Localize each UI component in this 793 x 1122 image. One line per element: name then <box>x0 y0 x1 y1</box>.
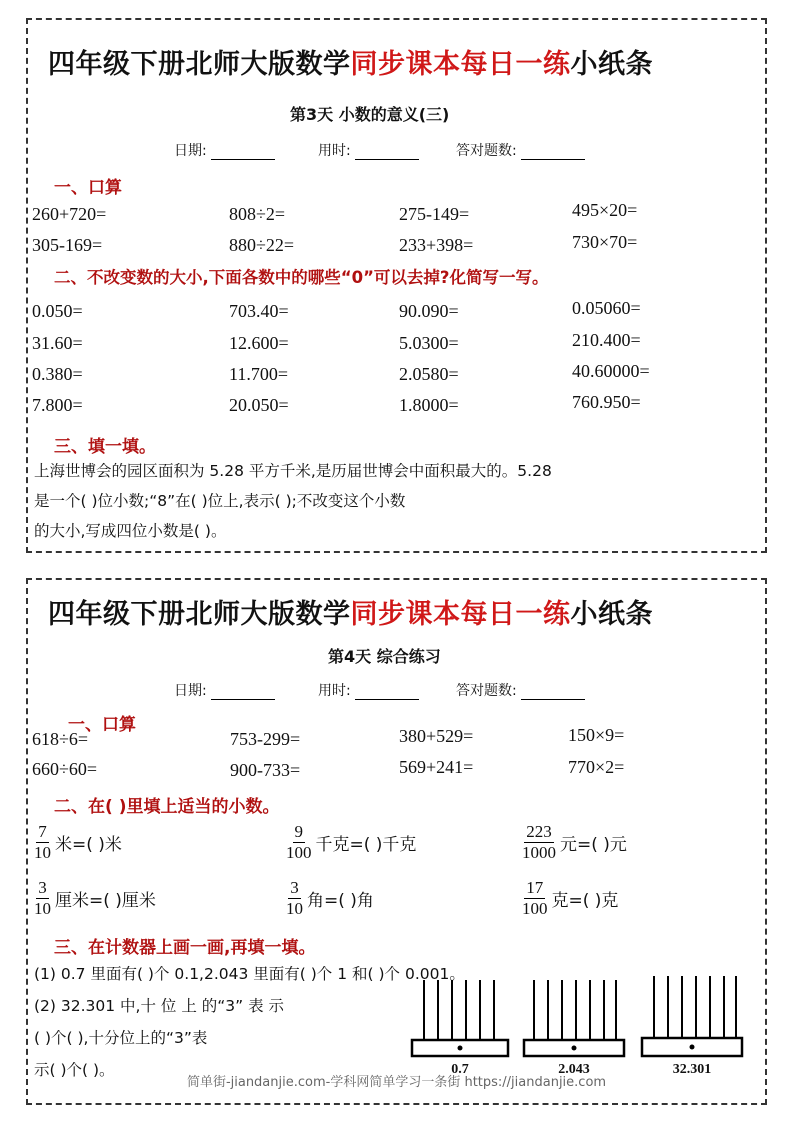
abacus-counter[interactable] <box>410 980 510 1077</box>
problem: 880÷22= <box>229 235 295 255</box>
section-3-label: 三、在计数器上画一画,再填一填。 <box>54 938 316 958</box>
fraction-item <box>34 822 122 863</box>
denominator: 100 <box>286 843 312 862</box>
denominator: 10 <box>34 843 51 862</box>
abacus-counter[interactable] <box>640 976 744 1077</box>
practice-sheet-day4 <box>26 578 767 1105</box>
section-3-label: 三、填一填。 <box>54 437 156 457</box>
fill-text-line: 上海世博会的园区面积为 5.28 平方千米,是历届世博会中面积最大的。5.28 <box>34 462 552 480</box>
section-1-label: 一、口算 <box>54 178 122 198</box>
abacus-label: 2.043 <box>558 1062 590 1077</box>
problem: 380+529= <box>399 726 474 746</box>
abacus-drawing <box>410 980 510 1060</box>
question-2-line: 示( )个( )。 <box>34 1061 115 1079</box>
fraction-item <box>522 822 627 863</box>
problem: 0.050= <box>32 301 83 321</box>
fraction-text: 米=( )米 <box>55 835 122 855</box>
abacus-counter[interactable] <box>522 980 626 1077</box>
numerator: 9 <box>294 822 303 841</box>
problem: 260+720= <box>32 204 107 224</box>
fraction-text: 元=( )元 <box>560 835 627 855</box>
fraction-item <box>286 822 416 863</box>
fraction-text: 千克=( )千克 <box>315 835 417 855</box>
problem: 660÷60= <box>32 759 98 779</box>
question-1: (1) 0.7 里面有( )个 0.1,2.043 里面有( )个 1 和( )个 0.001。 <box>34 965 465 983</box>
problem: 40.60000= <box>572 361 650 381</box>
watermark: 简单街-jiandanjie.com-学科网简单学习一条街 https://jiandanjie.com <box>186 1075 607 1090</box>
abacus-label: 32.301 <box>672 1062 712 1077</box>
fraction-item <box>522 878 618 919</box>
problem: 760.950= <box>572 392 641 412</box>
problem: 7.800= <box>32 395 83 415</box>
fraction-item <box>34 878 156 919</box>
problem: 753-299= <box>230 729 301 749</box>
problem: 5.0300= <box>399 333 459 353</box>
fill-text-line: 的大小,写成四位小数是( )。 <box>34 522 227 540</box>
section-2-label: 二、不改变数的大小,下面各数中的哪些“0”可以去掉?化简写一写。 <box>54 268 549 287</box>
fraction-text: 克=( )克 <box>551 891 619 911</box>
problem: 11.700= <box>229 364 288 384</box>
problem: 0.380= <box>32 364 83 384</box>
time-field: 用时: <box>318 680 419 700</box>
problem: 2.0580= <box>399 364 459 384</box>
practice-sheet-day3 <box>26 18 767 553</box>
problem: 495×20= <box>572 200 638 220</box>
numerator: 3 <box>38 878 47 897</box>
problem: 31.60= <box>32 333 83 353</box>
fraction-text: 角=( )角 <box>307 891 374 911</box>
time-field: 用时: <box>318 140 419 160</box>
section-1-label: 一、口算 <box>68 715 136 735</box>
score-field: 答对题数: <box>456 140 585 160</box>
denominator: 10 <box>34 899 51 918</box>
fill-text-line: 是一个( )位小数;“8”在( )位上,表示( );不改变这个小数 <box>34 492 406 510</box>
problem: 569+241= <box>399 757 474 777</box>
denominator: 1000 <box>522 843 556 862</box>
sheet-title: 四年级下册北师大版数学同步课本每日一练小纸条 <box>48 49 653 80</box>
problem: 703.40= <box>229 301 289 321</box>
date-field: 日期: <box>174 680 275 700</box>
numerator: 17 <box>526 878 544 897</box>
abacus-drawing <box>640 976 744 1060</box>
numerator: 3 <box>290 878 299 897</box>
problem: 12.600= <box>229 333 289 353</box>
abacus-drawing <box>522 980 626 1060</box>
question-2-line: (2) 32.301 中,十 位 上 的“3” 表 示 <box>34 997 285 1015</box>
numerator: 223 <box>526 822 552 841</box>
fraction-text: 厘米=( )厘米 <box>55 891 156 911</box>
section-2-label: 二、在( )里填上适当的小数。 <box>54 797 280 817</box>
denominator: 10 <box>286 899 303 918</box>
day-title: 第4天 综合练习 <box>328 647 441 666</box>
question-2-line: ( )个( ),十分位上的“3”表 <box>34 1029 208 1047</box>
problem: 20.050= <box>229 395 289 415</box>
sheet-title: 四年级下册北师大版数学同步课本每日一练小纸条 <box>48 599 653 630</box>
problem: 808÷2= <box>229 204 286 224</box>
problem: 90.090= <box>399 301 459 321</box>
problem: 0.05060= <box>572 298 641 318</box>
problem: 618÷6= <box>32 729 89 749</box>
fraction-item <box>286 878 374 919</box>
abacus-label: 0.7 <box>451 1062 469 1077</box>
day-title: 第3天 小数的意义(三) <box>290 105 450 124</box>
date-field: 日期: <box>174 140 275 160</box>
denominator: 100 <box>522 899 548 918</box>
problem: 233+398= <box>399 235 474 255</box>
problem: 305-169= <box>32 235 103 255</box>
problem: 730×70= <box>572 232 638 252</box>
problem: 210.400= <box>572 330 641 350</box>
problem: 1.8000= <box>399 395 459 415</box>
numerator: 7 <box>38 822 47 841</box>
problem: 275-149= <box>399 204 470 224</box>
problem: 770×2= <box>568 757 625 777</box>
score-field: 答对题数: <box>456 680 585 700</box>
problem: 900-733= <box>230 760 301 780</box>
problem: 150×9= <box>568 725 625 745</box>
